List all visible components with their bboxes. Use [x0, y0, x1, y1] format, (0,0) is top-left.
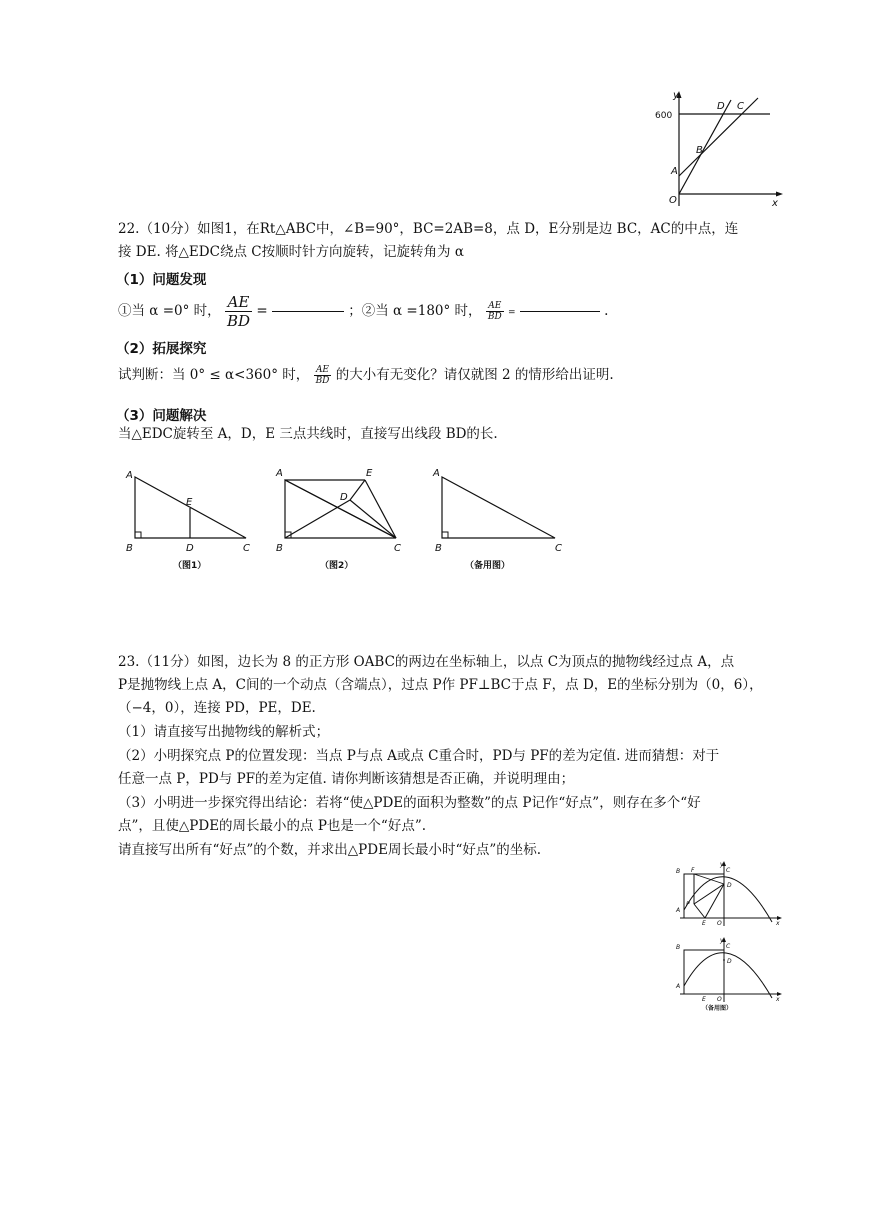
q22-part2-heading: （2）拓展探究 [116, 341, 207, 357]
svg-text:A: A [676, 983, 681, 990]
q22-line2: 接 DE. 将△EDC绕点 C按顺时针方向旋转，记旋转角为 α [118, 244, 464, 260]
svg-text:B: B [676, 868, 681, 875]
svg-text:B: B [276, 543, 283, 554]
svg-text:D: D [727, 882, 732, 889]
q22-answer-blank-2[interactable] [520, 311, 600, 312]
svg-text:D: D [186, 543, 194, 554]
svg-text:A: A [433, 468, 440, 479]
q23-item2b: 任意一点 P，PD与 PF的差为定值. 请你判断该猜想是否正确，并说明理由； [118, 771, 575, 787]
svg-text:C: C [555, 543, 562, 554]
q22-part2-suffix: 的大小有无变化？请仅就图 2 的情形给出证明. [335, 367, 614, 383]
q22-part1-line [118, 291, 608, 331]
svg-text:y: y [720, 937, 724, 944]
value-600-label: 600 [655, 111, 673, 121]
svg-text:x: x [776, 996, 780, 1003]
q22-part1-heading: （1）问题发现 [116, 272, 207, 288]
q23-item3c: 请直接写出所有“好点”的个数，并求出△PDE周长最小时“好点”的坐标. [118, 842, 542, 858]
q22-figure-2 [270, 462, 420, 574]
svg-text:A: A [126, 470, 133, 481]
q23-item1: （1）请直接写出抛物线的解析式； [118, 724, 330, 740]
q22-part1-b-prefix: ；②当 α =180° 时， [348, 303, 482, 319]
q22-equals-2: = [507, 308, 516, 318]
origin-label: O [669, 195, 677, 206]
top-line-graph [655, 88, 785, 213]
point-label-c: C [737, 101, 744, 112]
q22-figure-1 [118, 462, 268, 574]
q22-answer-blank-1[interactable] [272, 311, 344, 312]
fraction-numerator: AE [225, 293, 252, 312]
fraction-denominator: BD [226, 312, 251, 330]
q22-equals-1: = [256, 303, 268, 319]
q23-line3: （−4，0），连接 PD，PE，DE. [118, 700, 316, 716]
q23-spare-figure [672, 936, 784, 1014]
q22-part1-a-prefix: ①当 α =0° 时， [118, 303, 221, 319]
svg-text:C: C [726, 867, 731, 874]
fraction-denominator: BD [487, 312, 502, 322]
svg-text:F: F [691, 867, 695, 874]
svg-text:P: P [686, 901, 690, 908]
point-label-b: B [696, 145, 703, 156]
svg-text:E: E [366, 468, 373, 479]
svg-text:O: O [717, 996, 722, 1003]
q22-fraction-ae-bd-2 [486, 301, 504, 322]
svg-text:C: C [726, 943, 731, 950]
q23-line2: P是抛物线上点 A，C间的一个动点（含端点），过点 P作 PF⊥BC于点 F，点 D，E的坐标分别为（0，6）， [118, 677, 763, 693]
fraction-denominator: BD [315, 376, 330, 386]
svg-text:y: y [720, 861, 724, 868]
svg-text:x: x [776, 920, 780, 927]
svg-text:A: A [676, 907, 681, 914]
fig1-caption: （图1） [173, 561, 207, 571]
fig2-caption: （图2） [320, 561, 354, 571]
svg-text:B: B [435, 543, 442, 554]
q22-spare-figure [425, 462, 575, 574]
q22-part2-prefix: 试判断：当 0° ≤ α<360° 时， [118, 367, 310, 383]
q22-part1-end: . [604, 303, 609, 319]
svg-text:C: C [243, 543, 250, 554]
q22-line1: 22.（10分）如图1，在Rt△ABC中，∠B=90°，BC=2AB=8，点 D，E分别是边 BC，AC的中点，连 [118, 221, 739, 237]
q22-fraction-ae-bd-1 [225, 293, 252, 330]
q22-part2-line [118, 357, 614, 393]
svg-text:B: B [676, 944, 681, 951]
q23-item3b: 点”，且使△PDE的周长最小的点 P也是一个“好点”. [118, 818, 427, 834]
svg-text:C: C [394, 543, 401, 554]
q22-fraction-ae-bd-3 [314, 365, 332, 386]
svg-text:E: E [702, 920, 706, 927]
svg-text:D: D [727, 958, 732, 965]
fraction-numerator: AE [486, 301, 504, 312]
svg-text:E: E [186, 497, 193, 508]
fig3-caption: （备用图） [465, 561, 511, 571]
q23-main-figure [672, 860, 784, 928]
q23-item3a: （3）小明进一步探究得出结论：若将“使△PDE的面积为整数”的点 P记作“好点”，则存在多个“好 [118, 795, 701, 811]
y-axis-label: y [673, 90, 679, 101]
q22-part3-text: 当△EDC旋转至 A，D，E 三点共线时，直接写出线段 BD的长. [118, 426, 498, 442]
point-label-d: D [717, 101, 725, 112]
svg-text:A: A [276, 468, 283, 479]
q23-spare-caption: （备用图） [702, 1005, 733, 1012]
point-label-a: A [671, 166, 678, 177]
q23-item2a: （2）小明探究点 P的位置发现：当点 P与点 A或点 C重合时，PD与 PF的差为定值. 进而猜想：对于 [118, 748, 720, 764]
q22-part3-heading: （3）问题解决 [116, 408, 207, 424]
svg-text:E: E [702, 996, 706, 1003]
svg-text:O: O [717, 920, 722, 927]
fraction-numerator: AE [314, 365, 332, 376]
svg-text:B: B [126, 543, 133, 554]
x-axis-label: x [772, 198, 778, 209]
q23-line1: 23.（11分）如图，边长为 8 的正方形 OABC的两边在坐标轴上，以点 C为顶点的抛物线经过点 A，点 [118, 654, 735, 670]
svg-text:D: D [340, 492, 348, 503]
